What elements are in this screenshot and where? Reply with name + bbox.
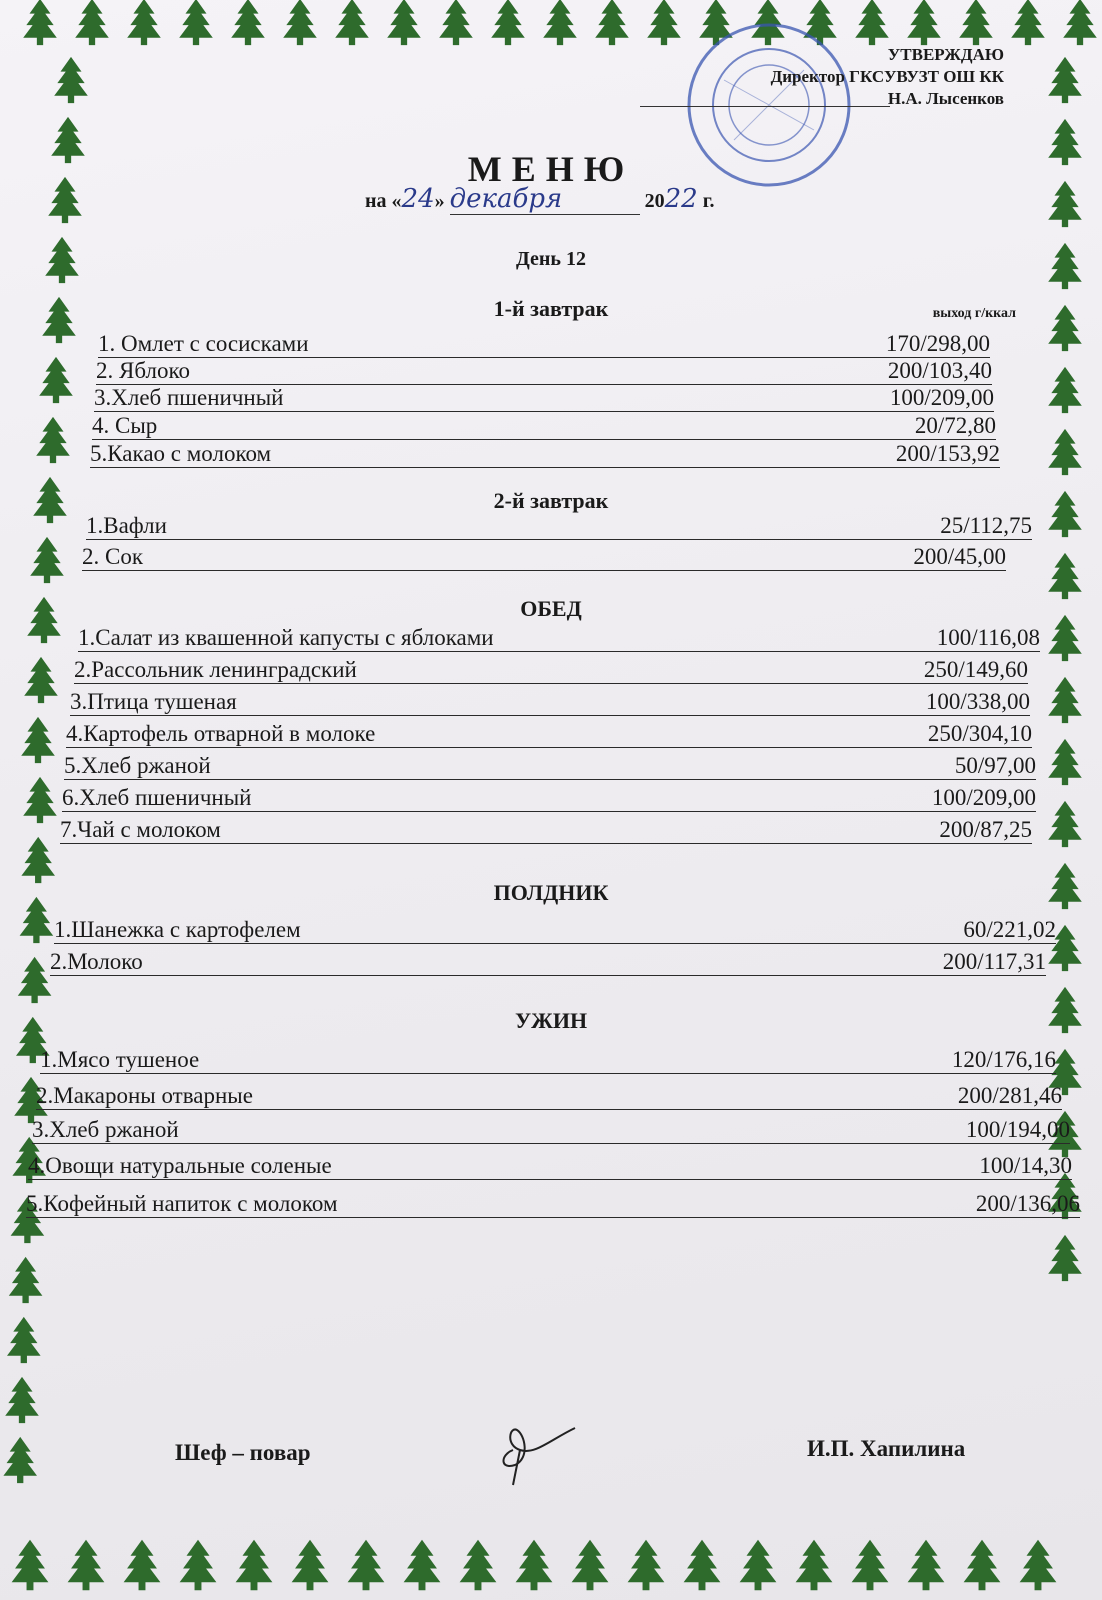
chef-name: И.П. Хапилина xyxy=(807,1436,966,1461)
date-year-prefix: 20 xyxy=(644,190,665,212)
menu-item-yield: 250/304,10 xyxy=(927,721,1032,746)
menu-item-yield: 100/194,00 xyxy=(965,1117,1070,1142)
menu-item xyxy=(64,752,1036,780)
menu-item-name: 1.Мясо тушеное xyxy=(40,1047,200,1072)
tree-icon xyxy=(68,1540,105,1591)
date-year: 22 xyxy=(664,184,698,214)
menu-item xyxy=(36,1082,1062,1110)
tree-icon xyxy=(1048,57,1082,103)
tree-icon xyxy=(231,0,265,45)
menu-item xyxy=(62,784,1036,812)
tree-icon xyxy=(460,1540,497,1591)
tree-icon xyxy=(21,837,55,883)
section-title: 2-й завтрак xyxy=(493,488,609,513)
tree-icon xyxy=(39,357,73,403)
menu-item-name: 5.Хлеб ржаной xyxy=(64,753,211,778)
tree-icon xyxy=(348,1540,385,1591)
tree-icon xyxy=(30,537,64,583)
menu-item-name: 4. Сыр xyxy=(92,413,158,438)
tree-icon xyxy=(23,777,57,823)
menu-item-name: 1.Салат из квашенной капусты с яблоками xyxy=(78,625,494,650)
tree-icon xyxy=(36,417,70,463)
tree-icon xyxy=(404,1540,441,1591)
tree-icon xyxy=(21,717,55,763)
menu-item-yield: 200/45,00 xyxy=(913,544,1006,569)
tree-icon xyxy=(796,1540,833,1591)
tree-icon xyxy=(1048,553,1082,599)
tree-icon xyxy=(283,0,317,45)
menu-item-name: 7.Чай с молоком xyxy=(60,817,221,842)
menu-item xyxy=(28,1152,1072,1180)
tree-icon xyxy=(684,1540,721,1591)
menu-item-yield: 200/87,25 xyxy=(939,817,1032,842)
tree-icon xyxy=(1063,0,1097,45)
tree-icon xyxy=(959,0,993,45)
tree-icon xyxy=(54,57,88,103)
tree-icon xyxy=(9,1257,43,1303)
tree-icon xyxy=(628,1540,665,1591)
date-day: 24 xyxy=(401,184,435,214)
menu-item-yield: 100/116,08 xyxy=(936,625,1040,650)
menu-item-name: 6.Хлеб пшеничный xyxy=(62,785,252,810)
menu-item xyxy=(32,1116,1070,1144)
menu-item-yield: 120/176,16 xyxy=(951,1047,1056,1072)
menu-item xyxy=(86,512,1032,540)
menu-item-yield: 200/117,31 xyxy=(942,949,1046,974)
menu-item-yield: 25/112,75 xyxy=(940,513,1032,538)
menu-item-name: 2.Рассольник ленинградский xyxy=(74,657,357,682)
tree-icon xyxy=(516,1540,553,1591)
menu-item-name: 3.Птица тушеная xyxy=(70,689,237,714)
menu-item xyxy=(50,948,1046,976)
tree-icon xyxy=(24,657,58,703)
tree-icon xyxy=(292,1540,329,1591)
tree-icon xyxy=(1048,367,1082,413)
approval-signature-line xyxy=(640,106,890,107)
menu-item xyxy=(90,440,1000,468)
tree-icon xyxy=(335,0,369,45)
menu-item-name: 2. Яблоко xyxy=(96,358,190,383)
menu-item-yield: 200/136,06 xyxy=(975,1191,1080,1216)
tree-icon xyxy=(180,1540,217,1591)
menu-item xyxy=(94,384,994,412)
menu-item-name: 1.Вафли xyxy=(86,513,167,538)
menu-item-yield: 20/72,80 xyxy=(914,413,996,438)
tree-icon xyxy=(1011,0,1045,45)
menu-item xyxy=(98,330,990,358)
tree-icon xyxy=(1048,1235,1082,1281)
tree-icon xyxy=(1020,1540,1057,1591)
tree-icon xyxy=(907,0,941,45)
date-month: декабря xyxy=(449,184,563,214)
tree-icon xyxy=(3,1437,37,1483)
menu-item-yield: 100/209,00 xyxy=(931,785,1036,810)
tree-icon xyxy=(852,1540,889,1591)
menu-item-name: 5.Какао с молоком xyxy=(90,441,272,466)
tree-icon xyxy=(12,1540,49,1591)
menu-item-name: 2. Сок xyxy=(82,544,144,569)
menu-item xyxy=(26,1190,1080,1218)
tree-icon xyxy=(179,0,213,45)
approval-name: Н.А. Лысенков xyxy=(887,89,1004,108)
menu-item-name: 4.Картофель отварной в молоке xyxy=(66,721,376,746)
menu-date xyxy=(365,184,715,215)
date-mid: » xyxy=(434,190,445,212)
chef-signature-icon xyxy=(495,1410,590,1490)
section-title: УЖИН xyxy=(514,1008,588,1033)
tree-icon xyxy=(1048,801,1082,847)
menu-item-yield: 200/281,46 xyxy=(957,1083,1062,1108)
chef-role: Шеф – повар xyxy=(175,1440,311,1465)
menu-item-name: 3.Хлеб ржаной xyxy=(32,1117,179,1142)
menu-item xyxy=(96,357,992,385)
tree-icon xyxy=(7,1317,41,1363)
menu-item-yield: 100/338,00 xyxy=(925,689,1030,714)
menu-item-yield: 200/103,40 xyxy=(887,358,992,383)
menu-item-yield: 170/298,00 xyxy=(885,331,990,356)
tree-icon xyxy=(1048,739,1082,785)
menu-item-name: 2.Макароны отварные xyxy=(36,1083,253,1108)
tree-icon xyxy=(740,1540,777,1591)
tree-icon xyxy=(491,0,525,45)
approval-block xyxy=(771,44,1004,110)
date-suffix: г. xyxy=(697,190,715,212)
tree-icon xyxy=(5,1377,39,1423)
menu-item-name: 5.Кофейный напиток с молоком xyxy=(26,1191,338,1216)
approval-position: Директор ГКСУВУЗТ ОШ КК xyxy=(770,67,1004,86)
tree-icon xyxy=(124,1540,161,1591)
menu-item-name: 1.Шанежка с картофелем xyxy=(54,917,301,942)
menu-item-yield: 200/153,92 xyxy=(895,441,1000,466)
section-title: ПОЛДНИК xyxy=(493,880,609,905)
menu-item xyxy=(40,1046,1056,1074)
menu-item-name: 2.Молоко xyxy=(50,949,143,974)
page-title: МЕНЮ xyxy=(467,149,635,189)
day-number: День 12 xyxy=(516,248,586,270)
section-title: ОБЕД xyxy=(520,596,582,621)
menu-item-name: 3.Хлеб пшеничный xyxy=(94,385,284,410)
menu-item xyxy=(70,688,1030,716)
tree-icon xyxy=(236,1540,273,1591)
menu-item-name: 4.Овощи натуральные соленые xyxy=(28,1153,332,1178)
menu-item xyxy=(66,720,1032,748)
menu-item xyxy=(60,816,1032,844)
menu-item-yield: 60/221,02 xyxy=(963,917,1056,942)
tree-icon xyxy=(18,957,52,1003)
menu-item xyxy=(78,624,1040,652)
tree-icon xyxy=(23,0,57,45)
tree-icon xyxy=(572,1540,609,1591)
menu-item xyxy=(74,656,1028,684)
menu-item-yield: 100/209,00 xyxy=(889,385,994,410)
tree-icon xyxy=(127,0,161,45)
section-title: 1-й завтрак xyxy=(493,296,609,321)
yield-header: выход г/ккал xyxy=(932,306,1016,321)
tree-icon xyxy=(75,0,109,45)
tree-icon xyxy=(439,0,473,45)
date-prefix: на « xyxy=(365,190,402,212)
tree-icon xyxy=(964,1540,1001,1591)
tree-icon xyxy=(595,0,629,45)
tree-icon xyxy=(1048,677,1082,723)
menu-item-yield: 50/97,00 xyxy=(954,753,1036,778)
menu-item-yield: 250/149,60 xyxy=(923,657,1028,682)
tree-icon xyxy=(387,0,421,45)
tree-icon xyxy=(1048,429,1082,475)
menu-item xyxy=(92,412,996,440)
tree-icon xyxy=(908,1540,945,1591)
tree-icon xyxy=(543,0,577,45)
menu-item xyxy=(82,543,1006,571)
menu-item-yield: 100/14,30 xyxy=(979,1153,1072,1178)
approval-heading: УТВЕРЖДАЮ xyxy=(887,45,1004,64)
menu-item xyxy=(54,916,1056,944)
menu-item-name: 1. Омлет с сосисками xyxy=(98,331,309,356)
